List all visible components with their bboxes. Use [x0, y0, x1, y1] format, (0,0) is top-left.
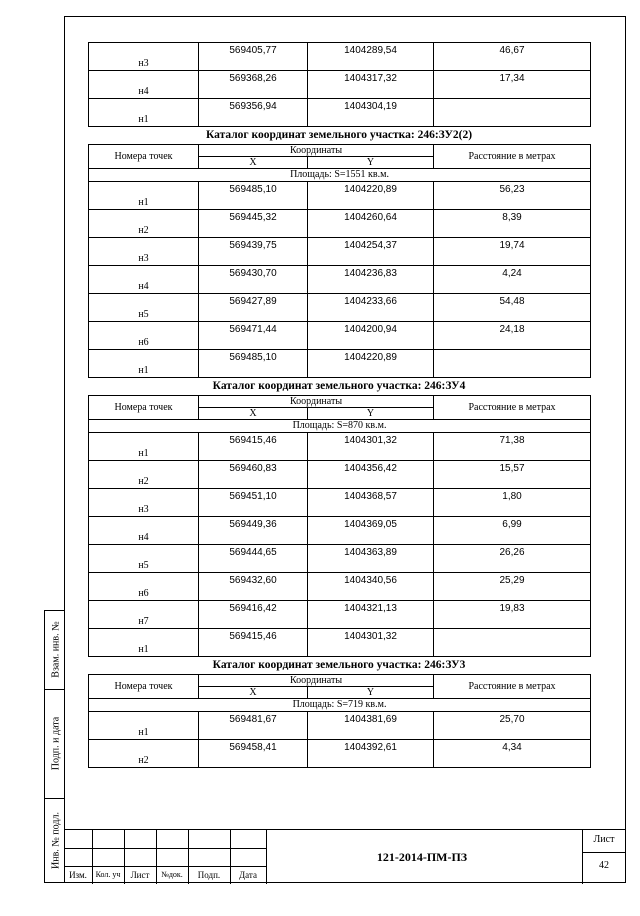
table-row — [89, 210, 591, 238]
coord-x: 569416,42 — [199, 601, 308, 629]
point-name: н7 — [89, 601, 199, 629]
coord-x: 569430,70 — [199, 266, 308, 294]
distance: 54,48 — [434, 294, 591, 322]
point-name: н4 — [89, 266, 199, 294]
coord-x: 569445,32 — [199, 210, 308, 238]
point-name: н1 — [89, 99, 199, 127]
coord-x: 569439,75 — [199, 238, 308, 266]
table-row — [89, 43, 591, 71]
distance: 24,18 — [434, 322, 591, 350]
distance: 4,34 — [434, 740, 591, 768]
distance: 26,26 — [434, 545, 591, 573]
table-row — [89, 433, 591, 461]
point-name: н1 — [89, 433, 199, 461]
header-distance: Расстояние в метрах — [434, 396, 591, 420]
header-x: X — [199, 157, 308, 169]
table-row — [89, 294, 591, 322]
point-name: н6 — [89, 573, 199, 601]
point-name: н5 — [89, 545, 199, 573]
title-block — [64, 829, 626, 883]
table-row — [89, 238, 591, 266]
coord-x: 569471,44 — [199, 322, 308, 350]
coord-x: 569368,26 — [199, 71, 308, 99]
distance: 15,57 — [434, 461, 591, 489]
coord-y: 1404392,61 — [308, 740, 434, 768]
table-row — [89, 601, 591, 629]
distance — [434, 629, 591, 657]
point-name: н1 — [89, 350, 199, 378]
area-row: Площадь: S=719 кв.м. — [89, 699, 591, 712]
header-coords: Координаты — [199, 145, 434, 157]
stamp-ndok: №док. — [161, 870, 183, 879]
catalog-title: Каталог координат земельного участка: 246:ЗУ3 — [212, 659, 466, 671]
distance: 19,74 — [434, 238, 591, 266]
coord-x: 569451,10 — [199, 489, 308, 517]
distance: 25,29 — [434, 573, 591, 601]
point-name: н4 — [89, 517, 199, 545]
continued-table — [88, 42, 591, 127]
distance: 19,83 — [434, 601, 591, 629]
coord-x: 569415,46 — [199, 629, 308, 657]
header-x: X — [199, 408, 308, 420]
coord-y: 1404220,89 — [308, 182, 434, 210]
distance: 1,80 — [434, 489, 591, 517]
point-name: н5 — [89, 294, 199, 322]
coord-x: 569356,94 — [199, 99, 308, 127]
stamp-kol: Кол. уч — [95, 870, 121, 879]
distance: 8,39 — [434, 210, 591, 238]
table-row — [89, 99, 591, 127]
table-row — [89, 740, 591, 768]
table-row — [89, 350, 591, 378]
coord-y: 1404368,57 — [308, 489, 434, 517]
point-name: н1 — [89, 712, 199, 740]
distance: 4,24 — [434, 266, 591, 294]
coord-y: 1404317,32 — [308, 71, 434, 99]
header-y: Y — [308, 408, 434, 420]
distance: 56,23 — [434, 182, 591, 210]
side-cell-inv — [45, 799, 64, 883]
coord-x: 569485,10 — [199, 182, 308, 210]
catalog-title: Каталог координат земельного участка: 246:ЗУ2(2) — [205, 129, 473, 141]
coord-y: 1404301,32 — [308, 433, 434, 461]
coord-y: 1404369,05 — [308, 517, 434, 545]
coord-x: 569427,89 — [199, 294, 308, 322]
coord-x: 569405,77 — [199, 43, 308, 71]
side-stamp — [44, 610, 64, 883]
stamp-izm: Изм. — [69, 870, 87, 880]
point-name: н6 — [89, 322, 199, 350]
distance: 6,99 — [434, 517, 591, 545]
sheet-number: 42 — [599, 860, 609, 871]
coord-y: 1404304,19 — [308, 99, 434, 127]
side-label-podp: Подп. и дата — [50, 716, 62, 771]
table-row — [89, 545, 591, 573]
header-y: Y — [308, 687, 434, 699]
coord-x: 569485,10 — [199, 350, 308, 378]
catalog-table — [88, 674, 591, 768]
table-row — [89, 629, 591, 657]
header-y: Y — [308, 157, 434, 169]
header-point: Номера точек — [89, 145, 199, 169]
header-coords: Координаты — [199, 675, 434, 687]
table-row — [89, 489, 591, 517]
point-name: н3 — [89, 238, 199, 266]
coord-x: 569481,67 — [199, 712, 308, 740]
header-distance: Расстояние в метрах — [434, 145, 591, 169]
distance: 71,38 — [434, 433, 591, 461]
coord-y: 1404356,42 — [308, 461, 434, 489]
coord-x: 569415,46 — [199, 433, 308, 461]
catalog-table — [88, 395, 591, 657]
table-row — [89, 517, 591, 545]
coord-y: 1404220,89 — [308, 350, 434, 378]
distance: 46,67 — [434, 43, 591, 71]
distance — [434, 350, 591, 378]
stamp-podp: Подп. — [197, 870, 221, 880]
point-name: н1 — [89, 182, 199, 210]
coord-y: 1404260,64 — [308, 210, 434, 238]
coord-x: 569432,60 — [199, 573, 308, 601]
coord-x: 569444,65 — [199, 545, 308, 573]
header-coords: Координаты — [199, 396, 434, 408]
side-label-vzam: Взам. инв. № — [50, 621, 62, 678]
coord-x: 569458,41 — [199, 740, 308, 768]
catalog-title: Каталог координат земельного участка: 246:ЗУ4 — [212, 380, 466, 392]
table-row — [89, 573, 591, 601]
distance: 25,70 — [434, 712, 591, 740]
coord-y: 1404363,89 — [308, 545, 434, 573]
coord-x: 569449,36 — [199, 517, 308, 545]
coord-y: 1404254,37 — [308, 238, 434, 266]
table-row — [89, 71, 591, 99]
table-row — [89, 322, 591, 350]
coord-y: 1404236,83 — [308, 266, 434, 294]
document-code: 121-2014-ПМ-ПЗ — [376, 850, 468, 864]
coord-x: 569460,83 — [199, 461, 308, 489]
point-name: н3 — [89, 489, 199, 517]
coord-y: 1404301,32 — [308, 629, 434, 657]
distance — [434, 99, 591, 127]
table-row — [89, 182, 591, 210]
point-name: н1 — [89, 629, 199, 657]
catalog-content — [88, 42, 590, 768]
header-x: X — [199, 687, 308, 699]
catalog-table — [88, 144, 591, 378]
table-row — [89, 266, 591, 294]
coord-y: 1404381,69 — [308, 712, 434, 740]
area-row: Площадь: S=1551 кв.м. — [89, 169, 591, 182]
stamp-list: Лист — [130, 870, 150, 880]
sheet-label: Лист — [593, 834, 615, 845]
side-label-inv: Инв. № подл. — [50, 812, 62, 869]
coord-y: 1404200,94 — [308, 322, 434, 350]
coord-y: 1404289,54 — [308, 43, 434, 71]
coord-y: 1404233,66 — [308, 294, 434, 322]
header-point: Номера точек — [89, 675, 199, 699]
point-name: н3 — [89, 43, 199, 71]
distance: 17,34 — [434, 71, 591, 99]
coord-y: 1404340,56 — [308, 573, 434, 601]
area-row: Площадь: S=870 кв.м. — [89, 420, 591, 433]
header-point: Номера точек — [89, 396, 199, 420]
coord-y: 1404321,13 — [308, 601, 434, 629]
table-row — [89, 461, 591, 489]
point-name: н2 — [89, 461, 199, 489]
point-name: н2 — [89, 740, 199, 768]
stamp-data: Дата — [239, 870, 257, 880]
point-name: н4 — [89, 71, 199, 99]
header-distance: Расстояние в метрах — [434, 675, 591, 699]
point-name: н2 — [89, 210, 199, 238]
table-row — [89, 712, 591, 740]
